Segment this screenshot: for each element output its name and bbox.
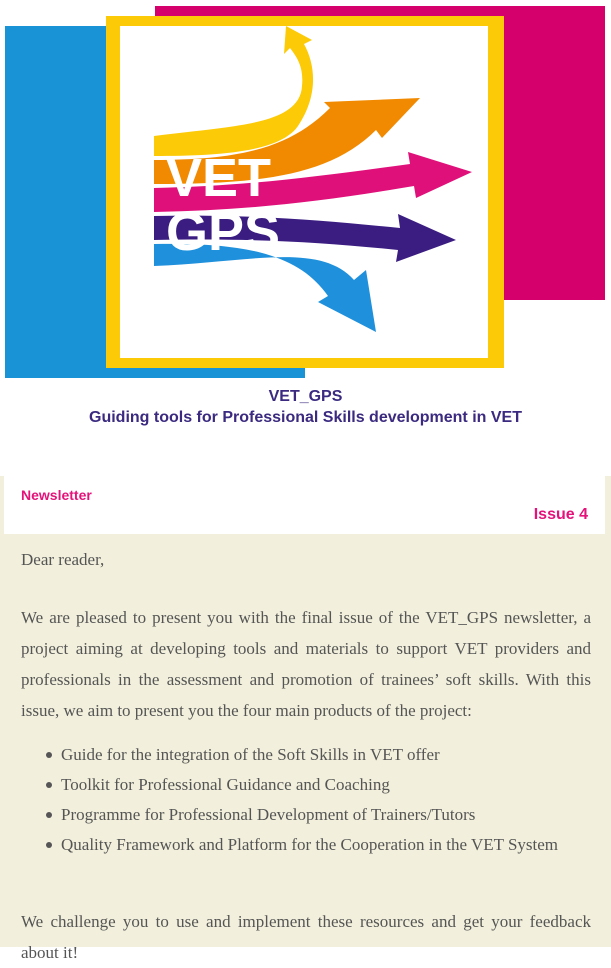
issue-number: Issue 4 xyxy=(533,506,588,523)
logo-text-gps: GPS xyxy=(166,202,281,262)
list-item: Programme for Professional Development of Trainers/Tutors xyxy=(45,800,591,830)
closing-paragraph: We challenge you to use and implement these resources and get your feedback about it! xyxy=(21,912,591,962)
list-item: Quality Framework and Platform for the Cooperation in the VET System xyxy=(45,830,591,860)
logo-text-vet: VET xyxy=(166,148,272,208)
project-subtitle: Guiding tools for Professional Skills development in VET xyxy=(89,409,522,426)
newsletter-header xyxy=(0,0,611,476)
newsletter-body xyxy=(21,540,591,968)
list-item: Toolkit for Professional Guidance and Coaching xyxy=(45,770,591,800)
intro-paragraph: We are pleased to present you with the final issue of the VET_GPS newsletter, a project aiming at developing tools and materials to support VET providers and professionals in the assessment and promotion of trainees’ soft skills. With this issue, we aim to present you the four main products of the project: xyxy=(21,608,591,720)
products-list xyxy=(21,740,591,860)
newsletter-label: Newsletter xyxy=(21,487,92,503)
newsletter-bar xyxy=(4,476,605,534)
logo-frame xyxy=(106,16,504,368)
logo xyxy=(120,26,488,358)
list-item: Guide for the integration of the Soft Skills in VET offer xyxy=(45,740,591,770)
greeting: Dear reader, xyxy=(21,550,105,569)
vet-gps-arrows-logo xyxy=(120,26,488,358)
yellow-arrow xyxy=(154,26,313,156)
project-name: VET_GPS xyxy=(268,388,343,405)
